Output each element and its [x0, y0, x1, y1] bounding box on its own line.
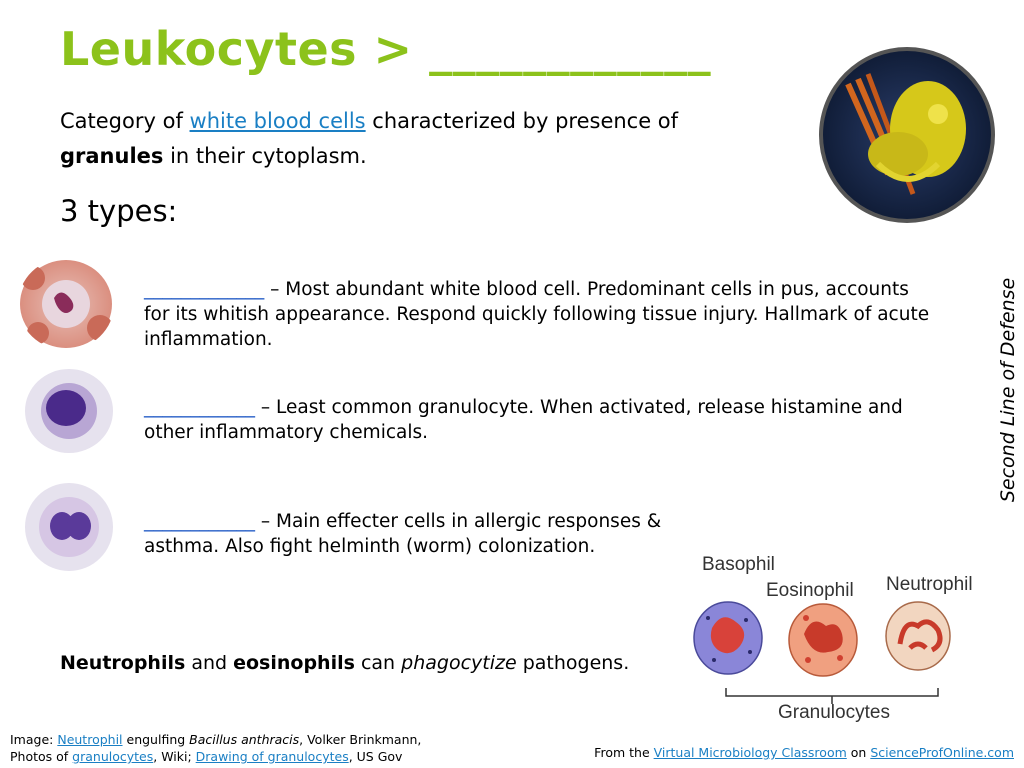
note-phagocytize: phagocytize — [401, 652, 517, 674]
type-item-1 — [144, 277, 934, 352]
type-3-blank: ____________ — [144, 511, 255, 532]
intro-text — [60, 104, 780, 174]
type-item-2 — [144, 395, 934, 445]
drawing-credit-link[interactable]: Drawing of granulocytes — [195, 749, 349, 764]
diagram-granulocytes-label: Granulocytes — [778, 702, 890, 723]
source-line — [594, 745, 1014, 760]
image-credits — [10, 731, 421, 765]
types-heading: 3 types: — [60, 194, 178, 228]
intro-prefix: Category of — [60, 109, 190, 133]
granulocytes-diagram — [688, 548, 988, 724]
neutrophil-engulfing-image — [818, 44, 996, 226]
side-label: Second Line of Defense — [997, 277, 1019, 503]
slide-title: Leukocytes > ____________ — [60, 22, 712, 76]
credits-text-2: , Volker Brinkmann, — [299, 732, 422, 747]
basophil-photo — [24, 368, 114, 454]
note-and: and — [185, 652, 234, 674]
neutrophil-credit-link[interactable]: Neutrophil — [57, 732, 123, 747]
note-pathogens: pathogens. — [516, 652, 630, 674]
type-2-blank: ____________ — [144, 397, 255, 418]
type-3-text: – Main effecter cells in allergic responses & asthma. Also fight helminth (worm) colonization. — [144, 511, 662, 557]
credits-photos-label: Photos of — [10, 749, 73, 764]
intro-suffix: in their cytoplasm. — [163, 144, 367, 168]
source-on: on — [846, 745, 871, 760]
type-2-text: – Least common granulocyte. When activated, release histamine and other inflammatory chemicals. — [144, 397, 903, 443]
note-can: can — [354, 652, 402, 674]
diagram-basophil-label: Basophil — [702, 554, 775, 575]
white-blood-cells-link[interactable]: white blood cells — [189, 109, 366, 133]
credits-text-1: engulfing — [122, 732, 190, 747]
diagram-neutrophil-label: Neutrophil — [886, 574, 973, 595]
intro-middle: characterized by presence of — [365, 109, 679, 133]
virtual-classroom-link[interactable]: Virtual Microbiology Classroom — [653, 745, 847, 760]
scienceprof-link[interactable]: ScienceProfOnline.com — [870, 745, 1014, 760]
intro-bold-granules: granules — [60, 144, 164, 168]
note-neutrophils: Neutrophils — [60, 652, 186, 674]
neutrophil-photo — [18, 258, 114, 350]
credits-bacillus: Bacillus anthracis — [189, 732, 300, 747]
eosinophil-photo — [24, 482, 114, 572]
phagocytize-note — [60, 652, 629, 674]
type-1-blank: _____________ — [144, 279, 265, 300]
note-eosinophils: eosinophils — [233, 652, 355, 674]
granulocytes-credit-link[interactable]: granulocytes — [72, 749, 154, 764]
source-from: From the — [594, 745, 654, 760]
credits-text-4: , US Gov — [348, 749, 403, 764]
credits-text-3: , Wiki; — [153, 749, 196, 764]
credits-line-2 — [10, 748, 421, 765]
diagram-eosinophil-label: Eosinophil — [766, 580, 854, 601]
type-1-text: – Most abundant white blood cell. Predominant cells in pus, accounts for its whitish appearance. Respond quickly following tissue injury. Hallmark of acute inflammation. — [144, 279, 930, 350]
type-item-3 — [144, 509, 704, 559]
credits-image-label: Image: — [10, 732, 58, 747]
credits-line-1 — [10, 731, 421, 748]
